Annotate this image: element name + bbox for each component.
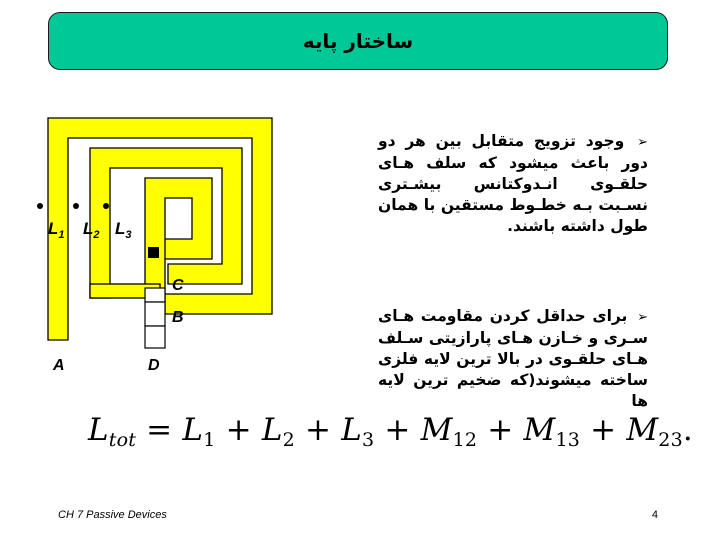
- dot-l1: [37, 203, 43, 209]
- bullet-text: وجود تزویج متقابل بین هر دو دور باعث میشود که سلف هـای حلقـوی انـدوکتانس بیشـتری نسـبت بـه خطـوط مستقین با همان طول داشته باشند.: [378, 132, 648, 235]
- label-a: A: [53, 357, 65, 374]
- dot-l2: [73, 203, 79, 209]
- label-c: C: [172, 277, 184, 294]
- spiral-inductor-diagram: [28, 112, 288, 382]
- title-banner: [48, 12, 668, 70]
- label-l2: $L_2$: [83, 219, 100, 241]
- bullet-arrow-icon: ➢: [637, 135, 648, 150]
- label-l3: $L_3$: [115, 219, 132, 241]
- footer-chapter: CH 7 Passive Devices: [58, 509, 167, 521]
- spiral-turn-middle: [90, 148, 242, 298]
- label-l1: $L_1$: [48, 219, 65, 241]
- bullet-mutual-coupling: [378, 131, 648, 237]
- slide-title: ساختار پایه: [302, 29, 414, 53]
- via-square: [148, 247, 159, 258]
- underpass-strip-c: [145, 288, 165, 302]
- label-b: B: [172, 309, 184, 326]
- total-inductance-formula: $L_{tot} = L_1 + L_2 + L_3 + M_{12} + M_{13} + M_{23}$.: [88, 412, 693, 451]
- terminal-d: [145, 326, 165, 348]
- underpass-strip-b: [145, 302, 165, 326]
- bullet-text: برای حداقل کردن مقاومت هـای سـری و خـازن هـای پارازیتی سـلف هـای حلقـوی در بالا ترین لایه فلزی ساخته میشوند(که ضخیم ترین لایه ها: [378, 307, 648, 410]
- label-d: D: [148, 357, 160, 374]
- bullet-parasitics: [378, 306, 648, 412]
- dot-l3: [103, 203, 109, 209]
- bullet-arrow-icon: ➢: [637, 310, 648, 325]
- page-number: 4: [651, 509, 658, 521]
